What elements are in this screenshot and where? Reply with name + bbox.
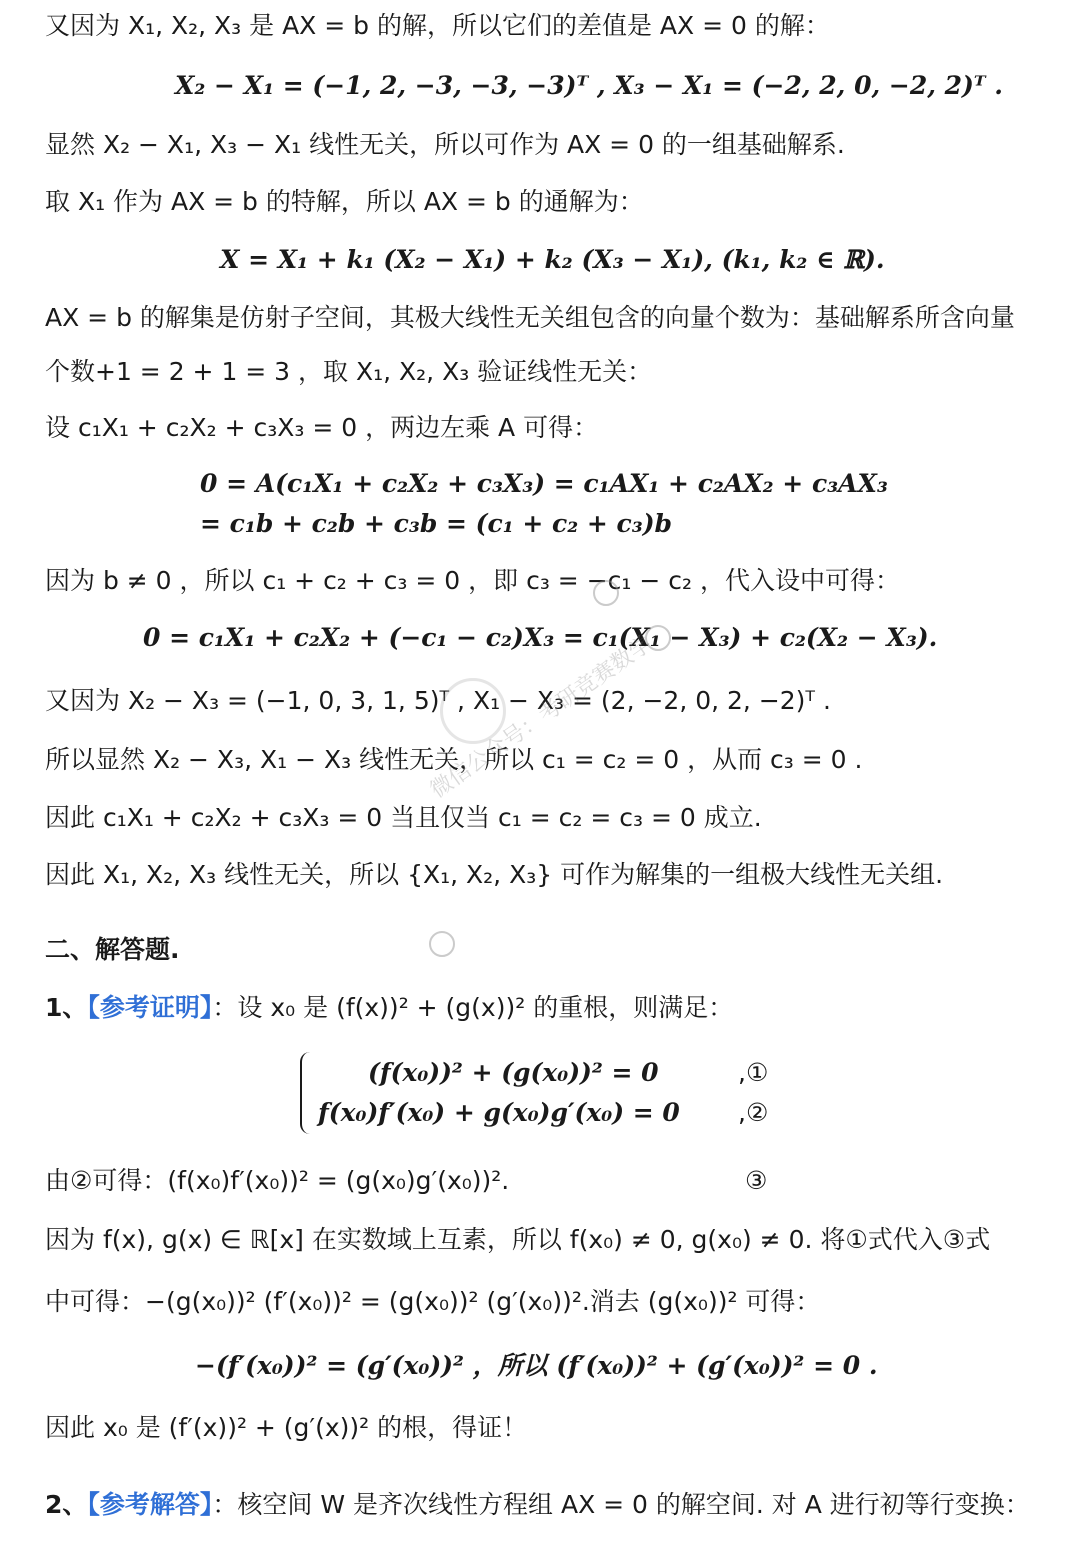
question-number: 1、	[45, 993, 88, 1022]
equation-difference-vectors: X₂ − X₁ = (−1, 2, −3, −3, −3)ᵀ , X₃ − X₁ = (−2, 2, 0, −2, 2)ᵀ .	[175, 71, 1003, 100]
text-line: 由②可得：(f(x₀)f′(x₀))² = (g(x₀)g′(x₀))².	[45, 1166, 510, 1195]
question-text: ：设 x₀ 是 (f(x))² + (g(x))² 的重根，则满足：	[212, 993, 734, 1022]
answer-tag: 【参考证明】	[87, 993, 213, 1022]
equation-left-multiply-continued: = c₁b + c₂b + c₃b = (c₁ + c₂ + c₃)b	[200, 509, 673, 538]
text-line: 因此 x₀ 是 (f′(x))² + (g′(x))² 的根，得证！	[45, 1413, 528, 1442]
question-text: ：核空间 W 是齐次线性方程组 AX = 0 的解空间. 对 A 进行初等行变换：	[212, 1490, 1030, 1519]
system-brace	[300, 1052, 316, 1134]
text-line: 个数+1 = 2 + 1 = 3 ，取 X₁, X₂, X₃ 验证线性无关：	[45, 357, 653, 386]
equation-substitution: 0 = c₁X₁ + c₂X₂ + (−c₁ − c₂)X₃ = c₁(X₁ − X₃) + c₂(X₂ − X₃).	[143, 623, 938, 652]
text-line: 因此 c₁X₁ + c₂X₂ + c₃X₃ = 0 当且仅当 c₁ = c₂ = c₃ = 0 成立.	[45, 803, 762, 832]
text-line: 又因为 X₂ − X₃ = (−1, 0, 3, 1, 5)ᵀ , X₁ − X₃ = (2, −2, 0, 2, −2)ᵀ .	[45, 686, 831, 715]
text-line: 因此 X₁, X₂, X₃ 线性无关，所以 {X₁, X₂, X₃} 可作为解集的一组极大线性无关组.	[45, 860, 944, 889]
scan-artifact-ring	[645, 625, 671, 651]
question-2-intro	[45, 1487, 1050, 1523]
section-heading: 二、解答题.	[45, 935, 180, 964]
text-line: 因为 f(x), g(x) ∈ ℝ[x] 在实数域上互素，所以 f(x₀) ≠ 0, g(x₀) ≠ 0. 将①式代入③式	[45, 1225, 991, 1254]
answer-tag: 【参考解答】	[87, 1490, 213, 1519]
text-line: 又因为 X₁, X₂, X₃ 是 AX = b 的解，所以它们的差值是 AX = 0 的解：	[45, 11, 830, 40]
text-line: 取 X₁ 作为 AX = b 的特解，所以 AX = b 的通解为：	[45, 187, 644, 216]
equation-general-solution: X = X₁ + k₁ (X₂ − X₁) + k₂ (X₃ − X₁), (k₁, k₂ ∈ ℝ).	[220, 245, 885, 274]
equation-conclusion: −(f′(x₀))² = (g′(x₀))² ，所以 (f′(x₀))² + (g′(x₀))² = 0 .	[195, 1351, 878, 1380]
equation-marker-1: ,①	[738, 1058, 769, 1087]
scan-artifact-ring	[593, 580, 619, 606]
text-line: 所以显然 X₂ − X₃, X₁ − X₃ 线性无关，所以 c₁ = c₂ = 0 ，从而 c₃ = 0 .	[45, 745, 863, 774]
text-line: 中可得：−(g(x₀))² (f′(x₀))² = (g(x₀))² (g′(x₀))².消去 (g(x₀))² 可得：	[45, 1287, 821, 1316]
equation-marker-3: ③	[745, 1166, 768, 1195]
question-number: 2、	[45, 1490, 88, 1519]
system-equation-2: f(x₀)f′(x₀) + g(x₀)g′(x₀) = 0	[318, 1098, 680, 1127]
system-equation-1: (f(x₀))² + (g(x₀))² = 0	[368, 1058, 659, 1087]
text-line: AX = b 的解集是仿射子空间，其极大线性无关组包含的向量个数为：基础解系所含向量	[45, 303, 1015, 332]
watermark: 微信公众号：考研竞赛数学	[426, 631, 657, 804]
equation-marker-2: ,②	[738, 1098, 769, 1127]
text-line: 设 c₁X₁ + c₂X₂ + c₃X₃ = 0 ，两边左乘 A 可得：	[45, 413, 599, 442]
text-line: 显然 X₂ − X₁, X₃ − X₁ 线性无关，所以可作为 AX = 0 的一组基础解系.	[45, 130, 845, 159]
scan-artifact-ring	[429, 931, 455, 957]
equation-left-multiply: 0 = A(c₁X₁ + c₂X₂ + c₃X₃) = c₁AX₁ + c₂AX₂ + c₃AX₃	[200, 469, 888, 498]
question-1-intro	[45, 990, 1050, 1026]
text-line: 因为 b ≠ 0 ，所以 c₁ + c₂ + c₃ = 0 ，即 c₃ = −c₁ − c₂ ，代入设中可得：	[45, 566, 900, 595]
